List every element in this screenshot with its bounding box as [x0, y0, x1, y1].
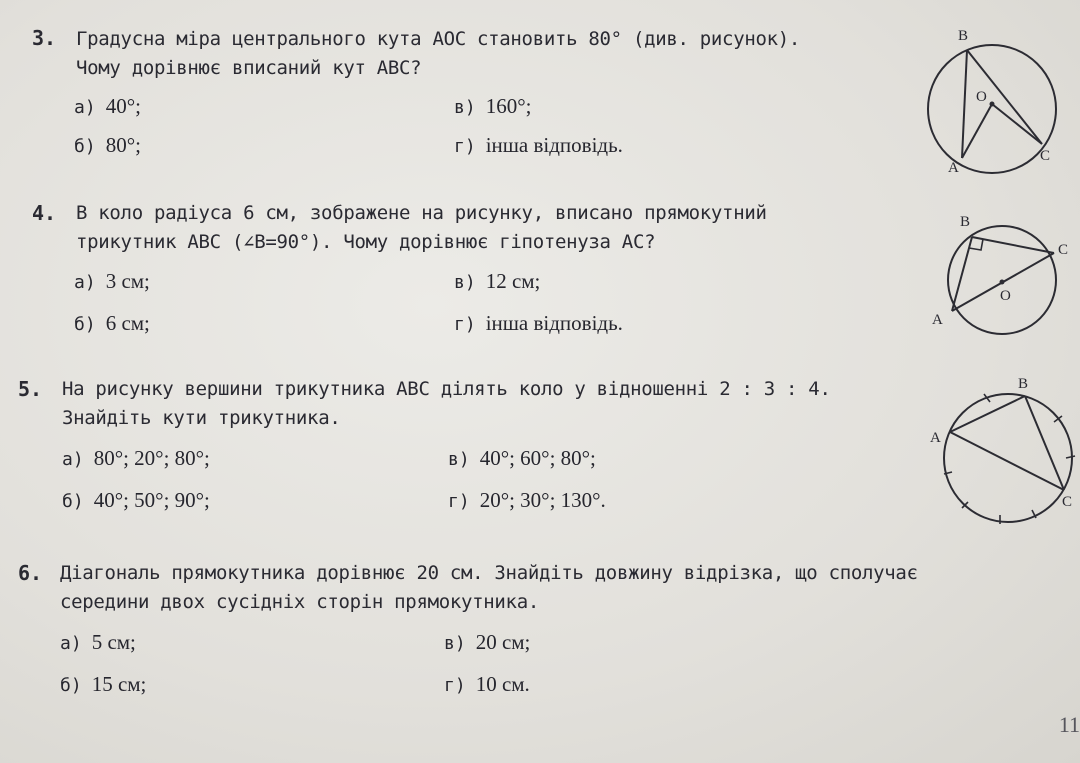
label-O: O [976, 89, 987, 105]
option-text: 160°; [485, 94, 532, 118]
segment-BC [972, 237, 1054, 253]
option-letter: а) [74, 97, 96, 118]
question-text-line: Градусна міра центрального кута AOC становить 80° (див. рисунок). [76, 28, 801, 50]
question-text-line: Чому дорівнює вписаний кут ABC? [76, 57, 422, 79]
label-C: C [1058, 242, 1069, 258]
question-text-line: На рисунку вершини трикутника ABC ділять коло у відношенні 2 : 3 : 4. [62, 378, 831, 400]
segment-OA [962, 104, 992, 158]
center-point [1000, 280, 1005, 285]
option-a [74, 269, 150, 294]
label-O: O [1000, 288, 1011, 304]
option-text: 80°; 20°; 80°; [93, 446, 210, 470]
option-b [60, 672, 146, 697]
tick [1066, 456, 1075, 458]
label-C: C [1040, 148, 1051, 164]
option-text: 10 см. [475, 672, 530, 696]
page-number: 11 [1058, 712, 1080, 737]
option-letter: в) [454, 97, 476, 118]
option-a [74, 94, 141, 119]
question-text-line: Діагональ прямокутника дорівнює 20 см. Знайдіть довжину відрізка, що сполучає [60, 562, 918, 584]
question-text-line: трикутник ABC (∠B=90°). Чому дорівнює гіпотенуза AC? [76, 231, 656, 253]
segment-BC [1025, 396, 1064, 490]
circle [944, 394, 1072, 522]
option-text: інша відповідь. [485, 311, 623, 335]
option-text: 40°; 60°; 80°; [479, 446, 596, 470]
question-number: 6. [18, 561, 43, 585]
option-text: 40°; 50°; 90°; [93, 488, 210, 512]
option-text: 20 см; [475, 630, 531, 654]
figure-circle-central-angle [920, 24, 1070, 184]
option-d [454, 133, 623, 158]
label-B: B [958, 28, 969, 44]
option-letter: б) [60, 675, 82, 696]
label-A: A [948, 160, 959, 176]
option-letter: б) [62, 491, 84, 512]
option-text: 12 см; [485, 269, 541, 293]
option-letter: в) [454, 272, 476, 293]
option-b [62, 488, 210, 513]
option-c [454, 94, 531, 119]
option-letter: б) [74, 314, 96, 335]
option-text: 6 см; [105, 311, 150, 335]
option-letter: а) [60, 633, 82, 654]
option-a [62, 446, 210, 471]
option-letter: в) [444, 633, 466, 654]
center-point [990, 102, 995, 107]
option-text: 80°; [105, 133, 141, 157]
figure-right-triangle-in-circle [920, 208, 1070, 338]
option-c [448, 446, 596, 471]
option-b [74, 133, 141, 158]
question-number: 4. [32, 201, 57, 225]
option-letter: г) [454, 314, 476, 335]
label-C: C [1062, 494, 1073, 510]
option-letter: в) [448, 449, 470, 470]
question-text-line: середини двох сусідніх сторін прямокутника. [60, 591, 539, 613]
option-letter: г) [454, 136, 476, 157]
segment-BA [962, 50, 967, 158]
option-text: 5 см; [91, 630, 136, 654]
label-B: B [960, 214, 971, 230]
question-number: 3. [32, 26, 57, 50]
option-d [454, 311, 623, 336]
option-b [74, 311, 150, 336]
option-c [444, 630, 530, 655]
figure-circle-divided [926, 376, 1080, 526]
option-letter: а) [62, 449, 84, 470]
option-letter: а) [74, 272, 96, 293]
option-letter: г) [448, 491, 470, 512]
option-d [448, 488, 606, 513]
option-text: 40°; [105, 94, 141, 118]
label-A: A [930, 430, 941, 446]
option-text: 15 см; [91, 672, 147, 696]
option-a [60, 630, 136, 655]
option-c [454, 269, 540, 294]
option-d [444, 672, 530, 697]
question-text-line: Знайдіть кути трикутника. [62, 407, 341, 429]
question-number: 5. [18, 377, 43, 401]
question-text-line: В коло радіуса 6 см, зображене на рисунку, вписано прямокутний [76, 202, 767, 224]
label-A: A [932, 312, 943, 328]
segment-OC [992, 104, 1042, 144]
label-B: B [1018, 376, 1029, 392]
option-letter: б) [74, 136, 96, 157]
circle [928, 45, 1056, 173]
option-text: 3 см; [105, 269, 150, 293]
option-letter: г) [444, 675, 466, 696]
segment-AC [950, 432, 1064, 490]
option-text: 20°; 30°; 130°. [479, 488, 606, 512]
option-text: інша відповідь. [485, 133, 623, 157]
